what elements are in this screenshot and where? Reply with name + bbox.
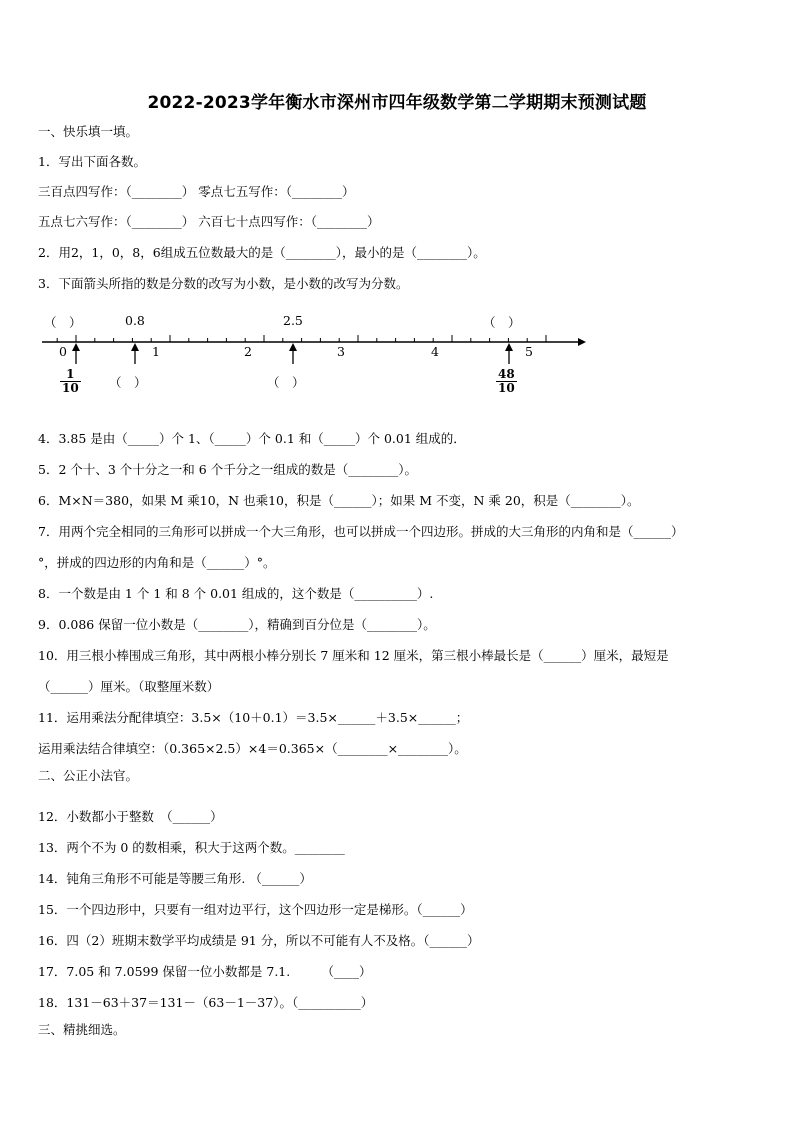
question-line: 2．用2，1，0，8，6组成五位数最大的是（________），最小的是（________）。 [38, 245, 486, 260]
fraction-numerator: 48 [498, 367, 515, 381]
question-line: 13．两个不为 0 的数相乘，积大于这两个数。________ [38, 840, 345, 855]
question-line: 11．运用乘法分配律填空：3.5×（10＋0.1）＝3.5×______＋3.5×______； [38, 710, 469, 725]
question-line: （______）厘米。（取整厘米数） [38, 679, 220, 694]
question-line: 4．3.85 是由（_____）个 1、（_____）个 0.1 和（_____）个 0.01 组成的． [38, 431, 466, 446]
question-line: 7．用两个完全相同的三角形可以拼成一个大三角形，也可以拼成一个四边形。拼成的大三角形的内角和是（______） [38, 524, 684, 539]
top-blank-2: （ ） [483, 315, 521, 330]
question-line: 14．钝角三角形不可能是等腰三角形. （______） [38, 871, 312, 886]
question-line: 三百点四写作：（________） 零点七五写作：（________） [38, 184, 355, 199]
question-line: 16．四（2）班期末数学平均成绩是 91 分，所以不可能有人不及格。（______） [38, 933, 480, 948]
question-line: 3．下面箭头所指的数是分数的改写为小数，是小数的改写为分数。 [38, 276, 409, 291]
page-title: 2022-2023学年衡水市深州市四年级数学第二学期期末预测试题 [147, 93, 647, 113]
top-label-2-5: 2.5 [283, 313, 303, 328]
fraction-denominator: 10 [498, 381, 515, 395]
top-blank-1: （ ） [44, 315, 82, 330]
question-line: 五点七六写作：（________） 六百七十点四写作：（________） [38, 214, 380, 229]
question-line: 二、公正小法官。 [38, 768, 139, 783]
number-line-figure [38, 304, 598, 404]
bottom-blank-2: （ ） [267, 375, 305, 390]
question-line: 1．写出下面各数。 [38, 154, 146, 169]
question-line: 一、快乐填一填。 [38, 124, 139, 139]
question-line: 15．一个四边形中，只要有一组对边平行，这个四边形一定是梯形。（______） [38, 902, 473, 917]
question-line: 5．2 个十、3 个十分之一和 6 个千分之一组成的数是（________）。 [38, 462, 417, 477]
question-line: °，拼成的四边形的内角和是（______）°。 [38, 555, 276, 570]
tick-label-2: 2 [244, 344, 252, 359]
fraction-48-tenths [496, 368, 517, 395]
tick-label-3: 3 [337, 344, 345, 359]
question-line: 17．7.05 和 7.0599 保留一位小数都是 7.1. （____） [38, 964, 372, 979]
top-label-0-8: 0.8 [125, 313, 145, 328]
pointer-arrows [72, 343, 513, 364]
question-line: 12．小数都小于整数 （______） [38, 809, 223, 824]
bottom-blank-1: （ ） [109, 375, 147, 390]
tick-label-0: 0 [59, 344, 67, 359]
question-line: 9．0.086 保留一位小数是（________），精确到百分位是（________）。 [38, 617, 436, 632]
tick-label-5: 5 [525, 344, 533, 359]
fraction-numerator: 1 [60, 368, 81, 382]
tick-label-4: 4 [431, 344, 439, 359]
question-line: 6．M×N＝380，如果 M 乘10，N 也乘10，积是（______）；如果 M 不变，N 乘 20，积是（________）。 [38, 493, 640, 508]
question-line: 10．用三根小棒围成三角形，其中两根小棒分别长 7 厘米和 12 厘米，第三根小棒最长是（______）厘米，最短是 [38, 648, 669, 663]
question-line: 18．131－63＋37＝131－（63－1－37）。（__________） [38, 995, 374, 1010]
question-line: 三、精挑细选。 [38, 1022, 126, 1037]
number-line-arrowhead [578, 338, 586, 346]
tick-label-1: 1 [152, 344, 160, 359]
question-line: 运用乘法结合律填空：（0.365×2.5）×4＝0.365×（________×________）。 [38, 741, 467, 756]
question-line: 8．一个数是由 1 个 1 和 8 个 0.01 组成的，这个数是（__________）. [38, 586, 434, 601]
fraction-one-tenth [60, 368, 81, 395]
fraction-denominator: 10 [62, 381, 79, 395]
